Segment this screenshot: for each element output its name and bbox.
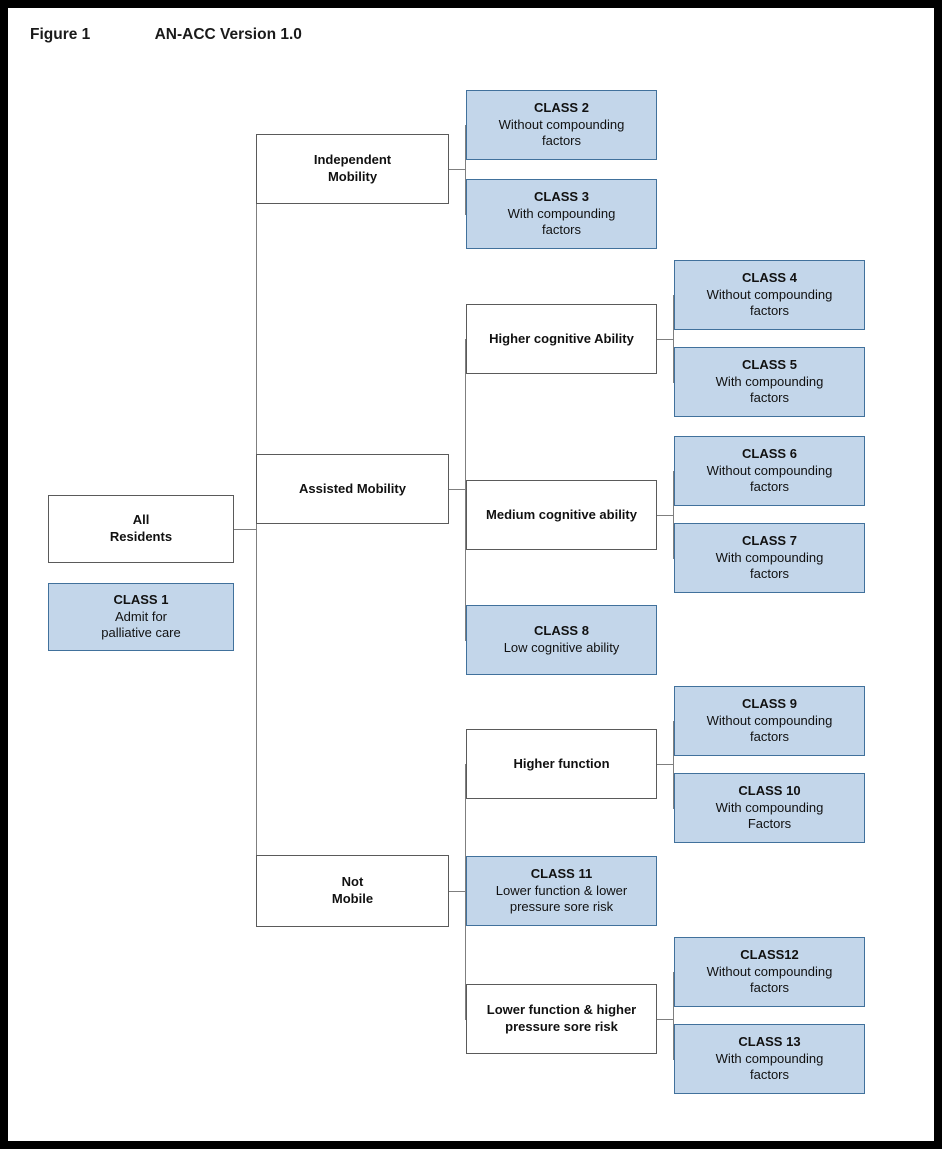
node-class-4[interactable] — [674, 260, 865, 330]
node-not-mobile[interactable] — [256, 855, 449, 927]
node-class-9-title: CLASS 9 — [742, 696, 797, 712]
node-class-8[interactable] — [466, 605, 657, 675]
node-independent-mobility[interactable] — [256, 134, 449, 204]
node-class-6[interactable] — [674, 436, 865, 506]
connector-lower-function-out — [657, 1019, 673, 1020]
connector-independent-out — [449, 169, 465, 170]
connector-higher-function-out — [657, 764, 673, 765]
node-class-9[interactable] — [674, 686, 865, 756]
node-class-13-line2: factors — [749, 1067, 789, 1083]
node-medium-cognitive-ability[interactable] — [466, 480, 657, 550]
node-class-7-line2: factors — [749, 566, 789, 582]
node-class-10-line2: Factors — [747, 816, 792, 832]
node-class-2-title: CLASS 2 — [534, 100, 589, 116]
node-class-11-line1: Lower function & lower — [495, 882, 628, 898]
node-class-2[interactable] — [466, 90, 657, 160]
node-class-12[interactable] — [674, 937, 865, 1007]
node-class-8-line1: Low cognitive ability — [503, 640, 620, 655]
node-class-5[interactable] — [674, 347, 865, 417]
node-class-12-line1: Without compounding — [706, 963, 833, 979]
node-higher-cognitive-ability[interactable] — [466, 304, 657, 374]
node-lower-function-higher-risk-line1: Lower function & higher — [486, 1002, 637, 1018]
node-all-residents-line2: Residents — [109, 529, 173, 544]
node-class-6-line2: factors — [749, 479, 789, 495]
node-class-10-title: CLASS 10 — [738, 783, 801, 799]
node-class-5-line1: With compounding — [715, 373, 824, 389]
node-class-10-line1: With compounding — [715, 799, 824, 815]
node-higher-function-line1: Higher function — [513, 755, 610, 771]
node-class-4-line2: factors — [749, 303, 789, 319]
connector-medium-cognitive-out — [657, 515, 673, 516]
node-independent-mobility-line2: Mobility — [327, 169, 378, 184]
node-higher-cognitive-ability-line1: Higher cognitive Ability — [489, 330, 634, 346]
node-class-6-title: CLASS 6 — [742, 446, 797, 462]
node-class-5-line2: factors — [749, 390, 789, 406]
figure-title: AN-ACC Version 1.0 — [154, 26, 302, 43]
node-class-1-line2: palliative care — [101, 625, 181, 641]
node-class-10[interactable] — [674, 773, 865, 843]
connector-higher-cognitive-out — [657, 339, 673, 340]
node-independent-mobility-line1: Independent — [313, 152, 392, 168]
connector-main-spine — [256, 169, 257, 891]
connector-root-out — [234, 529, 256, 530]
node-class-6-line1: Without compounding — [706, 462, 833, 478]
connector-assisted-out — [449, 489, 465, 490]
node-class-7-line1: With compounding — [715, 549, 824, 565]
node-class-7-title: CLASS 7 — [742, 533, 797, 549]
node-class-1-line1: Admit for — [114, 608, 167, 624]
node-class-12-title: CLASS12 — [740, 947, 799, 963]
node-class-11-line2: pressure sore risk — [509, 899, 614, 915]
node-class-7[interactable] — [674, 523, 865, 593]
node-class-3[interactable] — [466, 179, 657, 249]
node-class-3-line2: factors — [541, 222, 581, 238]
node-class-2-line2: factors — [541, 133, 581, 149]
node-medium-cognitive-ability-line1: Medium cognitive ability — [486, 506, 637, 522]
figure-label: Figure 1 — [30, 26, 91, 43]
node-assisted-mobility-line1: Assisted Mobility — [299, 480, 406, 496]
node-class-4-title: CLASS 4 — [742, 270, 797, 286]
node-class-13-title: CLASS 13 — [738, 1034, 801, 1050]
node-class-1[interactable] — [48, 583, 234, 651]
node-lower-function-higher-risk[interactable] — [466, 984, 657, 1054]
connector-notmobile-out — [449, 891, 465, 892]
node-higher-function[interactable] — [466, 729, 657, 799]
node-class-4-line1: Without compounding — [706, 286, 833, 302]
node-class-11[interactable] — [466, 856, 657, 926]
node-class-2-line1: Without compounding — [498, 116, 625, 132]
node-class-8-title: CLASS 8 — [534, 623, 589, 639]
node-class-3-line1: With compounding — [507, 205, 616, 221]
node-not-mobile-line2: Mobile — [331, 891, 374, 906]
node-class-12-line2: factors — [749, 980, 789, 996]
node-class-13-line1: With compounding — [715, 1050, 824, 1066]
node-class-3-title: CLASS 3 — [534, 189, 589, 205]
node-class-13[interactable] — [674, 1024, 865, 1094]
node-class-9-line1: Without compounding — [706, 712, 833, 728]
node-all-residents[interactable] — [48, 495, 234, 563]
diagram-canvas — [8, 8, 934, 1141]
node-class-1-title: CLASS 1 — [113, 592, 169, 608]
node-class-5-title: CLASS 5 — [742, 357, 797, 373]
node-class-11-title: CLASS 11 — [530, 866, 593, 882]
figure-header — [30, 26, 630, 50]
node-all-residents-line1: All — [132, 512, 150, 528]
node-class-9-line2: factors — [749, 729, 789, 745]
node-not-mobile-line1: Not — [341, 874, 364, 890]
node-lower-function-higher-risk-line2: pressure sore risk — [505, 1019, 618, 1034]
node-assisted-mobility[interactable] — [256, 454, 449, 524]
